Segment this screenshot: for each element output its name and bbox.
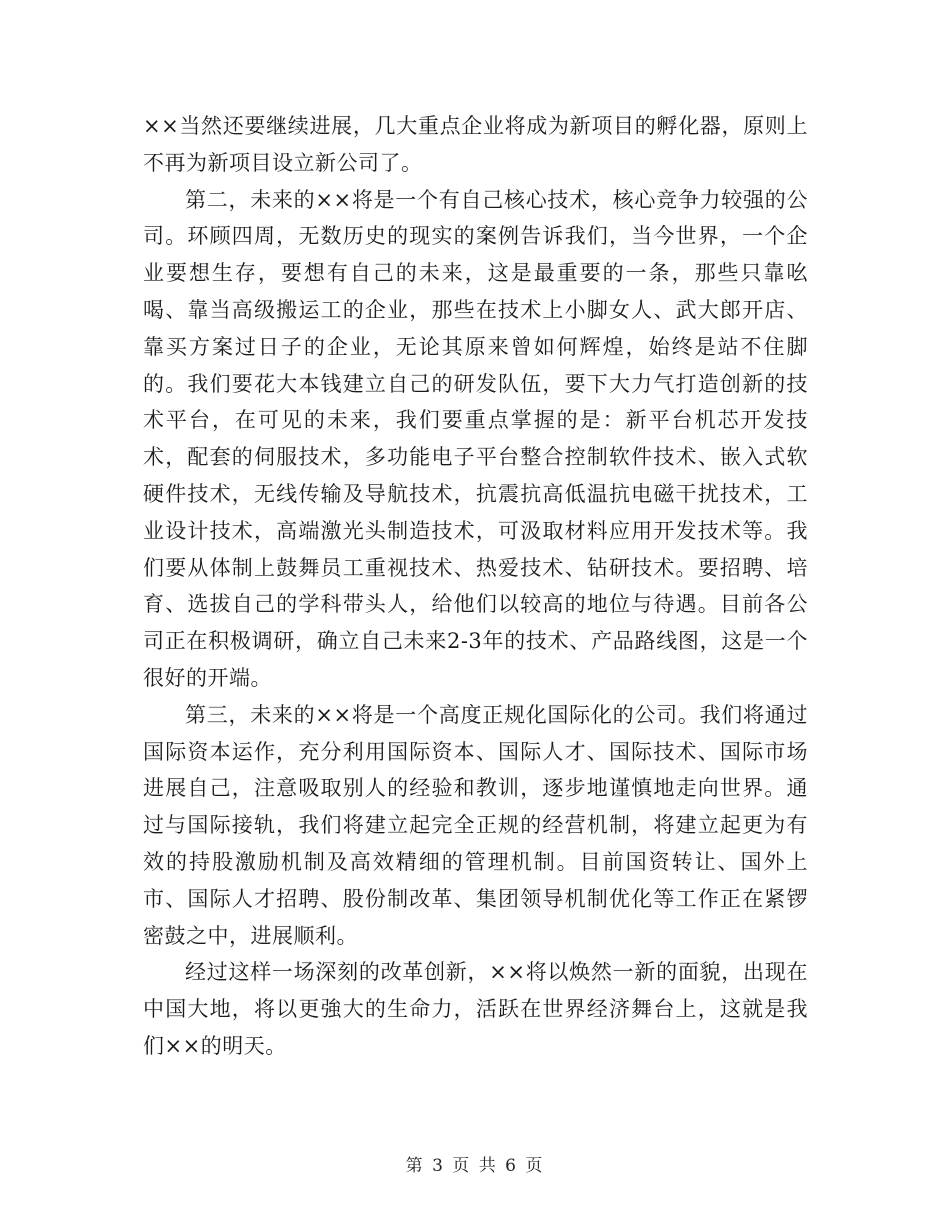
footer-prefix: 第 [405,1156,425,1176]
footer-page-number: 3 [432,1156,445,1176]
footer-middle: 页 共 [452,1156,498,1176]
paragraph-1: ××当然还要继续进展，几大重点企业将成为新项目的孵化器，原则上不再为新项目设立新公司了。 [143,114,808,175]
paragraph-3: 第三，未来的××将是一个高度正规化国际化的公司。我们将通过国际资本运作，充分利用国际资本、国际人才、国际技术、国际市场进展自己，注意吸取别人的经验和教训，逐步地谨慎地走向世界。通过与国际接轨，我们将建立起完全正规的经营机制，将建立起更为有效的持股激励机制及高效精细的管理机制。目前国资转让、国外上市、国际人才招聘、股份制改革、集团领导机制优化等工作正在紧锣密鼓之中，进展顺利。 [143,702,808,948]
document-body [143,108,808,1065]
paragraph-4: 经过这样一场深刻的改革创新，××将以焕然一新的面貌，出现在中国大地，将以更強大的生命力，活跃在世界经济舞台上，这就是我们××的明天。 [143,960,808,1058]
page-footer [0,1151,950,1176]
footer-suffix: 页 [525,1156,545,1176]
paragraph-2: 第二，未来的××将是一个有自己核心技术，核心竞争力较强的公司。环顾四周，无数历史的现实的案例告诉我们，当今世界，一个企业要想生存，要想有自己的未来，这是最重要的一条，那些只靠吆喝、靠当高级搬运工的企业，那些在技术上小脚女人、武大郎开店、靠买方案过日子的企业，无论其原来曾如何辉煌，始终是站不住脚的。我们要花大本钱建立自己的研发队伍，要下大力气打造创新的技术平台，在可见的未来，我们要重点掌握的是：新平台机芯开发技术，配套的伺服技术，多功能电子平台整合控制软件技术、嵌入式软硬件技术，无线传输及导航技术，抗震抗高低温抗电磁干扰技术，工业设计技术，高端激光头制造技术，可汲取材料应用开发技术等。我们要从体制上鼓舞员工重视技术、热爱技术、钻研技术。要招聘、培育、选拔自己的学科带头人，给他们以较高的地位与待遇。目前各公司正在积极调研，确立自己未来2-3年的技术、产品路线图，这是一个很好的开端。 [143,187,808,690]
footer-total-pages: 6 [505,1156,518,1176]
